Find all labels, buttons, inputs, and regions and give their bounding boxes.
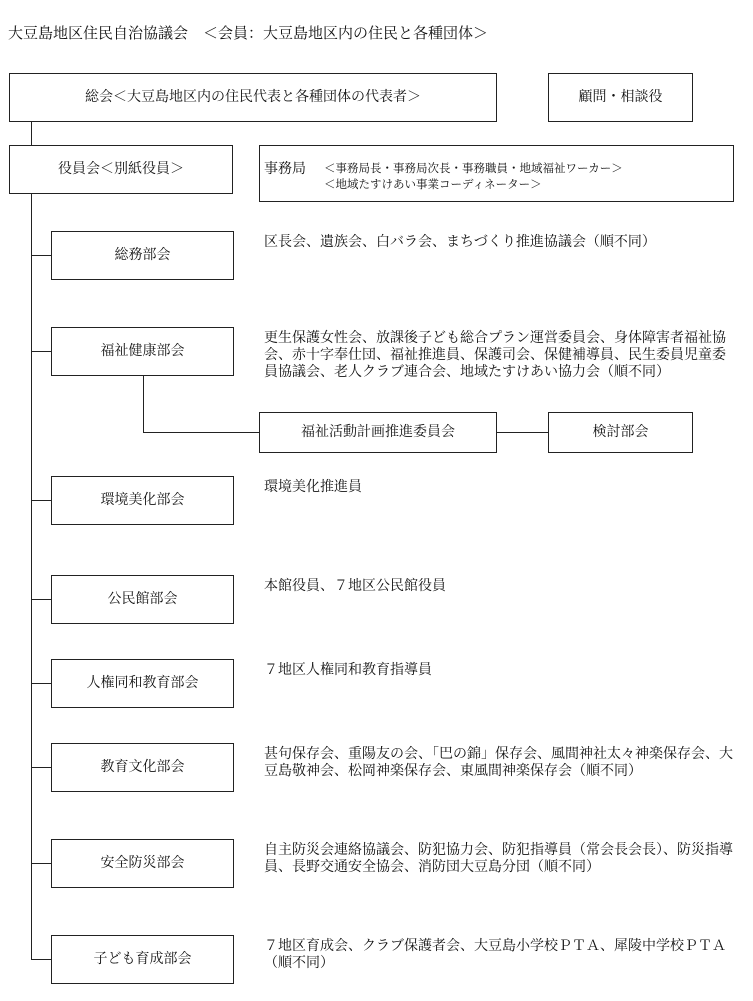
department-box-jinken: 人権同和教育部会 bbox=[51, 659, 234, 708]
secretariat-staff-line: ＜事務局長・事務局次長・事務職員・地域福祉ワーカー＞ bbox=[324, 161, 623, 175]
connector-jinken bbox=[31, 683, 51, 684]
department-box-somu: 総務部会 bbox=[51, 231, 234, 280]
department-box-kominkan: 公民館部会 bbox=[51, 575, 234, 624]
advisor-box: 顧問・相談役 bbox=[548, 73, 693, 122]
secretariat-box bbox=[259, 145, 734, 202]
department-members-kominkan: 本館役員、７地区公民館役員 bbox=[264, 578, 446, 594]
department-trunk-line bbox=[31, 193, 32, 960]
welfare-plan-connector bbox=[143, 432, 259, 433]
connector-kodomo bbox=[31, 959, 51, 960]
department-box-anzen: 安全防災部会 bbox=[51, 839, 234, 888]
department-box-kankyo: 環境美化部会 bbox=[51, 476, 234, 525]
department-members-kyoiku: 甚句保存会、重陽友の会、「巴の錦」保存会、風間神社太々神楽保存会、大豆島敬神会、松岡神楽保存会、東風間神楽保存会（順不同） bbox=[264, 746, 733, 779]
department-members-anzen: 自主防災会連絡協議会、防犯協力会、防犯指導員（常会長会長）、防災指導員、長野交通安全協会、消防団大豆島分団（順不同） bbox=[264, 842, 733, 875]
welfare-branch-line bbox=[143, 375, 144, 432]
connector-fukushi bbox=[31, 351, 51, 352]
department-members-kankyo: 環境美化推進員 bbox=[264, 479, 362, 495]
secretariat-coordinator-line: ＜地域たすけあい事業コーディネーター＞ bbox=[324, 177, 542, 191]
general-assembly-box: 総会＜大豆島地区内の住民代表と各種団体の代表者＞ bbox=[9, 73, 497, 122]
connector-kominkan bbox=[31, 599, 51, 600]
connector-kankyo bbox=[31, 500, 51, 501]
department-box-kodomo: 子ども育成部会 bbox=[51, 935, 234, 984]
department-members-fukushi: 更生保護女性会、放課後子ども総合プラン運営委員会、身体障害者福祉協会、赤十字奉仕団、福祉推進員、保護司会、保健補導員、民生委員児童委員協議会、老人クラブ連合会、地域たすけあい協力会（順不同） bbox=[264, 330, 726, 380]
department-box-fukushi: 福祉健康部会 bbox=[51, 327, 234, 376]
review-connector bbox=[496, 432, 548, 433]
main-trunk-line bbox=[31, 121, 32, 145]
department-members-somu: 区長会、遺族会、白バラ会、まちづくり推進協議会（順不同） bbox=[264, 234, 656, 250]
department-members-kodomo: ７地区育成会、クラブ保護者会、大豆島小学校ＰＴＡ、犀陵中学校ＰＴＡ（順不同） bbox=[264, 938, 726, 971]
welfare-plan-committee-box: 福祉活動計画推進委員会 bbox=[259, 412, 497, 453]
page-title: 大豆島地区住民自治協議会 ＜会員：大豆島地区内の住民と各種団体＞ bbox=[8, 24, 489, 42]
review-subcommittee-box: 検討部会 bbox=[548, 412, 693, 453]
department-members-jinken: ７地区人権同和教育指導員 bbox=[264, 662, 432, 678]
connector-kyoiku bbox=[31, 767, 51, 768]
connector-somu bbox=[31, 255, 51, 256]
secretariat-label: 事務局 bbox=[264, 161, 306, 177]
connector-anzen bbox=[31, 863, 51, 864]
department-box-kyoiku: 教育文化部会 bbox=[51, 743, 234, 792]
officers-box: 役員会＜別紙役員＞ bbox=[9, 145, 233, 194]
